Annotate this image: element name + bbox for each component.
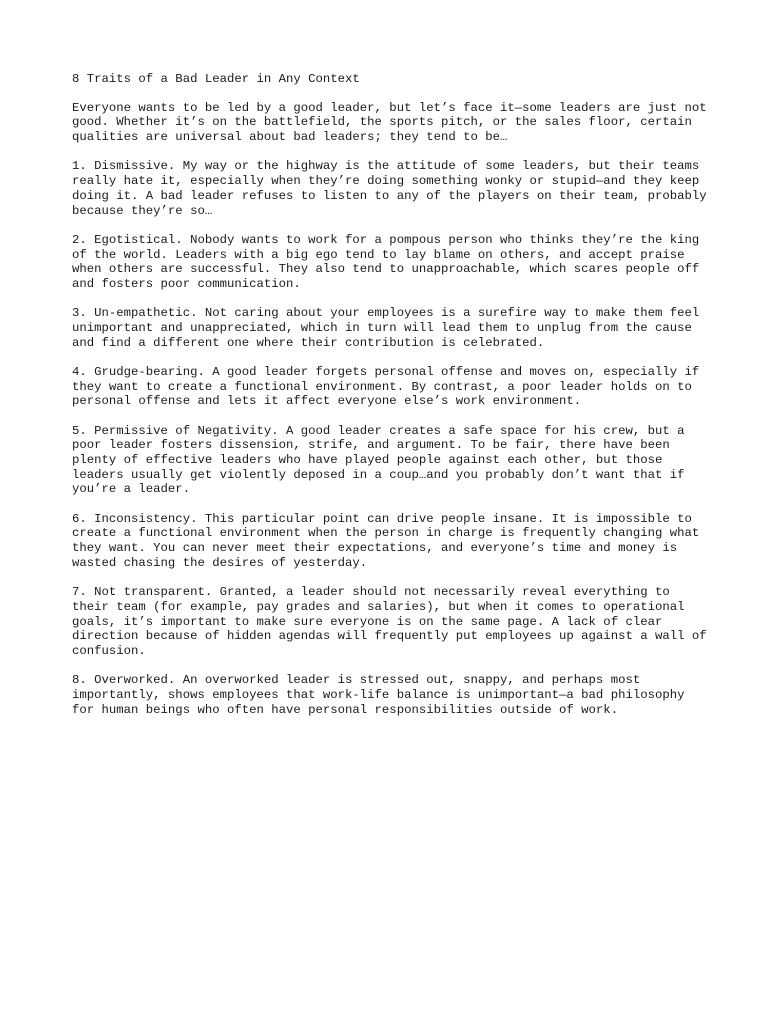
trait-paragraph-4: 4. Grudge-bearing. A good leader forgets personal offense and moves on, especially if they want to create a functional environment. By contrast, a poor leader holds on to personal offense and lets it affect everyone else’s work environment.: [72, 364, 700, 409]
trait-paragraph-8: 8. Overworked. An overworked leader is stressed out, snappy, and perhaps most importantly, shows employees that work-life balance is unimportant—a bad philosophy for human beings who often have personal responsibilities outside of work.: [72, 673, 685, 717]
trait-paragraph-1: 1. Dismissive. My way or the highway is the attitude of some leaders, but their teams really hate it, especially when they’re doing something wonky or stupid—and they keep doing it. A bad leader refuses to listen to any of the players on their team, probably because they’re so…: [72, 159, 707, 218]
trait-paragraph-7: 7. Not transparent. Granted, a leader should not necessarily reveal everything to their team (for example, pay grades and salaries), but when it comes to operational goals, it’s important to make sure everyone is on the same page. A lack of clear direction because of hidden agendas will frequently put employees up against a wall of confusion.: [72, 585, 707, 658]
trait-paragraph-5: 5. Permissive of Negativity. A good leader creates a safe space for his crew, but a poor leader fosters dissension, strife, and argument. To be fair, there have been plenty of effective leaders who have played people against each other, but those leaders usually get violently deposed in a coup…and you probably don’t want that if you’re a leader.: [72, 423, 685, 497]
trait-paragraph-3: 3. Un-empathetic. Not caring about your employees is a surefire way to make them feel unimportant and unappreciated, which in turn will lead them to unplug from the cause and find a different one where their contribution is celebrated.: [72, 306, 700, 350]
trait-paragraph-2: 2. Egotistical. Nobody wants to work for a pompous person who thinks they’re the king of the world. Leaders with a big ego tend to lay blame on others, and accept praise when others are successful. They also tend to unapproachable, which scares people off and fosters poor communication.: [72, 232, 700, 291]
intro-paragraph: Everyone wants to be led by a good leader, but let’s face it—some leaders are just not good. Whether it’s on the battlefield, the sports pitch, or the sales floor, certain qualities are universal about bad leaders; they tend to be…: [72, 100, 707, 145]
document-title: 8 Traits of a Bad Leader in Any Context: [72, 72, 360, 86]
trait-paragraph-6: 6. Inconsistency. This particular point can drive people insane. It is impossible to create a functional environment when the person in charge is frequently changing what they want. You can never meet their expectations, and everyone’s time and money is wasted chasing the desires of yesterday.: [72, 511, 700, 570]
document-body: [72, 72, 712, 732]
